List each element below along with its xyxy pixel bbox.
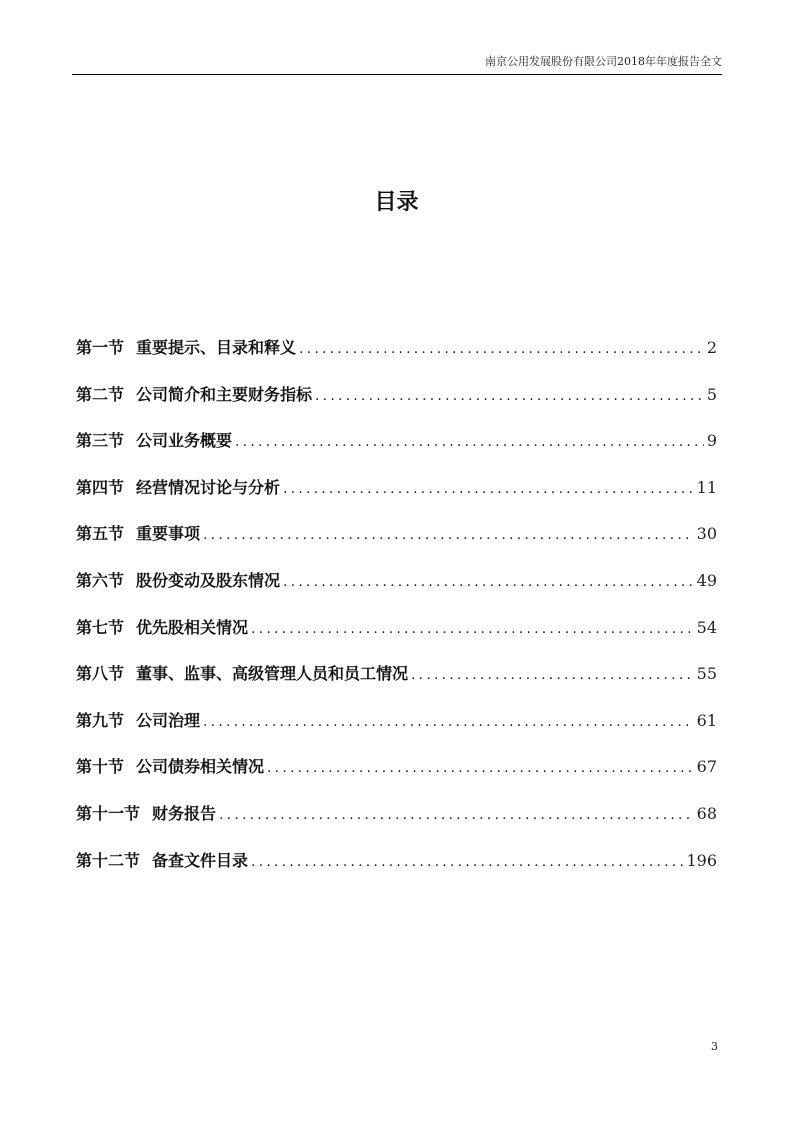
toc-dot-leader (299, 335, 704, 363)
toc-section-title: 公司业务概要 (136, 431, 233, 451)
toc-page-number: 67 (696, 757, 717, 777)
toc-section-title: 重要提示、目录和释义 (136, 338, 297, 357)
toc-page-number: 196 (686, 850, 717, 870)
toc-section-number: 第十二节 (76, 850, 141, 870)
toc-page-number: 2 (706, 338, 717, 357)
toc-section-number: 第二节 (76, 384, 125, 404)
toc-section-number: 第五节 (76, 524, 125, 544)
toc-dot-leader (203, 708, 694, 736)
toc-entry-3[interactable] (76, 427, 717, 474)
toc-section-number: 第十一节 (76, 803, 141, 823)
toc-entry-9[interactable] (76, 707, 717, 754)
page-title: 目录 (374, 190, 419, 215)
page-number: 3 (711, 1040, 718, 1053)
toc-page-number: 55 (696, 664, 717, 684)
toc-dot-leader (235, 428, 704, 456)
toc-section-number: 第一节 (76, 338, 125, 357)
toc-dot-leader (283, 568, 694, 596)
toc-entry-12[interactable] (76, 847, 717, 894)
toc-page-number: 61 (696, 710, 717, 730)
toc-page-number: 54 (696, 617, 717, 637)
toc-dot-leader (251, 615, 694, 643)
toc-entry-4[interactable] (76, 474, 717, 521)
toc-section-number: 第七节 (76, 617, 125, 637)
toc-section-title: 备查文件目录 (152, 850, 249, 870)
toc-section-title: 公司债券相关情况 (136, 757, 265, 777)
toc-page-number: 11 (696, 477, 717, 497)
toc-section-number: 第四节 (76, 477, 125, 497)
toc-page-number: 9 (706, 431, 717, 451)
toc-section-title: 重要事项 (136, 524, 201, 544)
toc-section-title: 经营情况讨论与分析 (136, 477, 281, 497)
toc-dot-leader (315, 382, 704, 410)
toc-section-title: 公司治理 (136, 710, 201, 730)
toc-section-title: 股份变动及股东情况 (136, 570, 281, 590)
toc-section-number: 第六节 (76, 570, 125, 590)
toc-entry-6[interactable] (76, 567, 717, 614)
toc-section-title: 公司简介和主要财务指标 (136, 384, 313, 404)
toc-section-number: 第三节 (76, 431, 125, 451)
running-header: 南京公用发展股份有限公司2018年年度报告全文 (485, 55, 722, 68)
toc-entry-10[interactable] (76, 753, 717, 800)
toc-section-number: 第十节 (76, 757, 125, 777)
toc-entry-2[interactable] (76, 381, 717, 428)
toc-dot-leader (283, 475, 694, 503)
toc-section-number: 第八节 (76, 664, 125, 684)
toc-dot-leader (251, 848, 683, 876)
toc-entry-5[interactable] (76, 520, 717, 567)
toc-entry-7[interactable] (76, 614, 717, 661)
toc-dot-leader (219, 801, 694, 829)
toc-section-title: 董事、监事、高级管理人员和员工情况 (136, 664, 409, 684)
toc-page-number: 68 (696, 803, 717, 823)
toc-section-title: 优先股相关情况 (136, 617, 249, 637)
toc-section-number: 第九节 (76, 710, 125, 730)
toc-dot-leader (411, 661, 694, 689)
toc-section-title: 财务报告 (152, 803, 217, 823)
table-of-contents (76, 334, 717, 893)
toc-dot-leader (267, 754, 694, 782)
toc-dot-leader (203, 521, 694, 549)
toc-page-number: 5 (706, 384, 717, 404)
header-divider (72, 74, 722, 75)
toc-page-number: 30 (696, 524, 717, 544)
toc-entry-1[interactable] (76, 334, 717, 381)
toc-entry-11[interactable] (76, 800, 717, 847)
toc-entry-8[interactable] (76, 660, 717, 707)
toc-page-number: 49 (696, 570, 717, 590)
